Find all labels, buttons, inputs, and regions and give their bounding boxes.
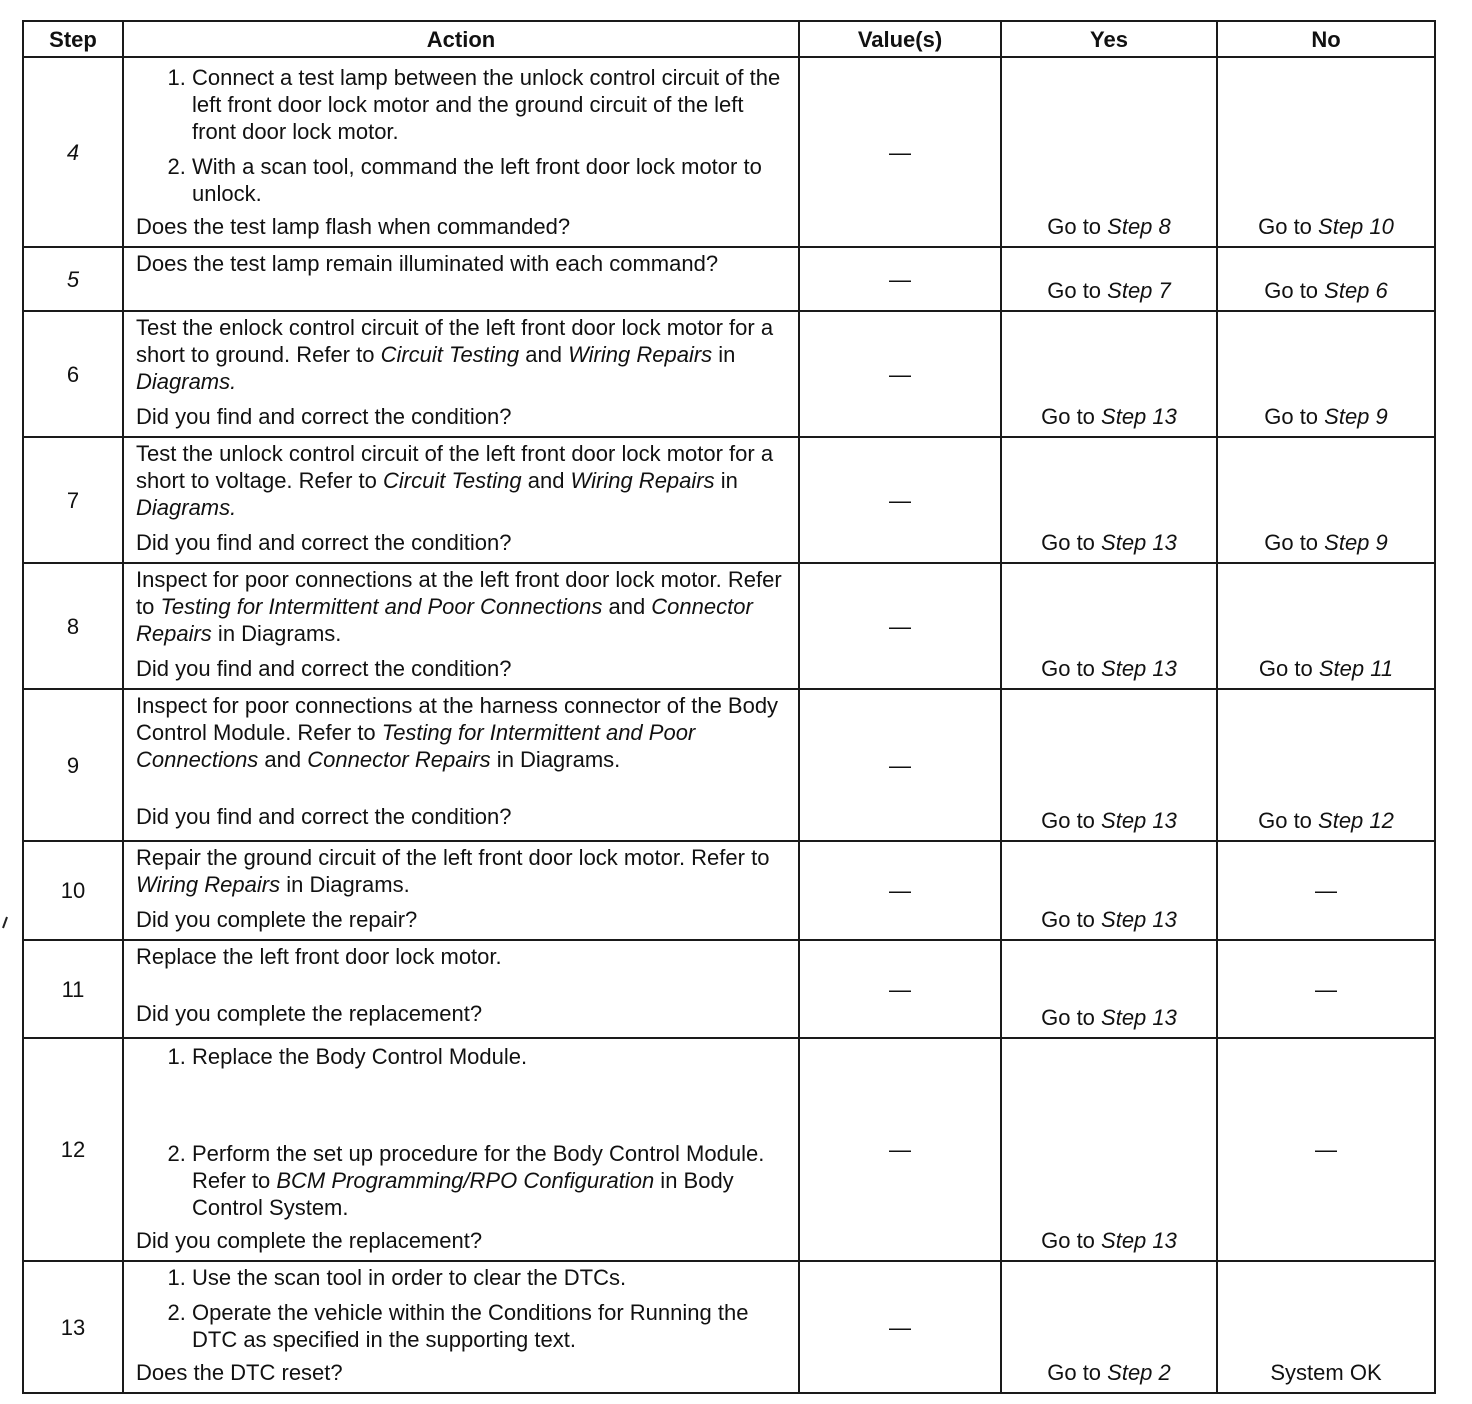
action-text: Inspect for poor connections at the harness connector of the Body Control Module. Refer to Testing for Intermittent and Poor Connections and Connector Repairs in Diagrams. — [136, 693, 779, 772]
value-cell: — — [799, 247, 1001, 311]
header-step: Step — [23, 21, 123, 57]
header-row — [23, 21, 1435, 57]
value-cell: — — [799, 940, 1001, 1038]
action-question: Did you complete the replacement? — [136, 1001, 483, 1026]
action-question: Does the DTC reset? — [136, 1360, 343, 1385]
value-cell: — — [799, 841, 1001, 940]
action-list — [136, 1043, 788, 1221]
step-number: 10 — [23, 841, 123, 940]
header-action: Action — [123, 21, 799, 57]
header-values: Value(s) — [799, 21, 1001, 57]
no-cell: Go to Step 9 — [1217, 437, 1435, 563]
yes-cell: Go to Step 13 — [1001, 563, 1217, 689]
action-item: 2. With a scan tool, command the left front door lock motor to unlock. — [192, 153, 788, 207]
action-cell — [123, 841, 799, 940]
step-number: 9 — [23, 689, 123, 841]
diagnostic-table — [22, 20, 1436, 1394]
yes-cell: Go to Step 13 — [1001, 841, 1217, 940]
no-cell: Go to Step 12 — [1217, 689, 1435, 841]
action-cell — [123, 563, 799, 689]
step-number: 8 — [23, 563, 123, 689]
action-item: 1. Use the scan tool in order to clear the DTCs. — [192, 1264, 788, 1291]
action-question: Does the test lamp remain illuminated with each command? — [136, 251, 719, 276]
step-number: 4 — [23, 57, 123, 247]
value-cell: — — [799, 1261, 1001, 1393]
action-question: Did you complete the repair? — [136, 907, 418, 932]
table-row — [23, 437, 1435, 563]
action-question: Does the test lamp flash when commanded? — [136, 214, 571, 239]
scan-artifact-mark — [0, 916, 8, 930]
value-cell: — — [799, 437, 1001, 563]
action-list — [136, 64, 788, 207]
action-list — [136, 1264, 788, 1353]
header-no: No — [1217, 21, 1435, 57]
header-yes: Yes — [1001, 21, 1217, 57]
action-question: Did you complete the replacement? — [136, 1228, 483, 1253]
action-item: 1. Connect a test lamp between the unlock control circuit of the left front door lock motor and the ground circuit of the left front door lock motor. — [192, 64, 788, 145]
step-number: 12 — [23, 1038, 123, 1261]
action-item: 2. Perform the set up procedure for the Body Control Module. Refer to BCM Programming/RPO Configuration in Body Control System. — [192, 1140, 788, 1221]
step-number: 11 — [23, 940, 123, 1038]
table-row — [23, 689, 1435, 841]
action-question: Did you find and correct the condition? — [136, 804, 512, 829]
action-text: Test the enlock control circuit of the left front door lock motor for a short to ground. Refer to Circuit Testing and Wiring Repairs in Diagrams. — [136, 315, 774, 394]
action-item: 2. Operate the vehicle within the Conditions for Running the DTC as specified in the supporting text. — [192, 1299, 788, 1353]
diagnostic-table-page — [22, 20, 1434, 1394]
value-cell: — — [799, 57, 1001, 247]
value-cell: — — [799, 311, 1001, 437]
action-question: Did you find and correct the condition? — [136, 404, 512, 429]
action-cell — [123, 1261, 799, 1393]
no-cell: Go to Step 10 — [1217, 57, 1435, 247]
action-cell — [123, 437, 799, 563]
action-cell — [123, 689, 799, 841]
step-number: 6 — [23, 311, 123, 437]
no-cell: — — [1217, 841, 1435, 940]
action-text: Repair the ground circuit of the left front door lock motor. Refer to Wiring Repairs in Diagrams. — [136, 845, 770, 897]
table-row — [23, 247, 1435, 311]
yes-cell: Go to Step 8 — [1001, 57, 1217, 247]
step-number: 13 — [23, 1261, 123, 1393]
yes-cell: Go to Step 13 — [1001, 940, 1217, 1038]
action-question: Did you find and correct the condition? — [136, 656, 512, 681]
no-cell: — — [1217, 940, 1435, 1038]
table-row — [23, 1038, 1435, 1261]
action-cell — [123, 311, 799, 437]
action-cell — [123, 57, 799, 247]
no-cell: Go to Step 9 — [1217, 311, 1435, 437]
value-cell: — — [799, 563, 1001, 689]
no-cell: Go to Step 6 — [1217, 247, 1435, 311]
yes-cell: Go to Step 7 — [1001, 247, 1217, 311]
action-cell — [123, 940, 799, 1038]
table-row — [23, 563, 1435, 689]
no-cell: System OK — [1217, 1261, 1435, 1393]
step-number: 7 — [23, 437, 123, 563]
action-text: Test the unlock control circuit of the left front door lock motor for a short to voltage. Refer to Circuit Testing and Wiring Repairs in Diagrams. — [136, 441, 774, 520]
action-text: Replace the left front door lock motor. — [136, 944, 502, 969]
yes-cell: Go to Step 13 — [1001, 437, 1217, 563]
yes-cell: Go to Step 13 — [1001, 689, 1217, 841]
no-cell: Go to Step 11 — [1217, 563, 1435, 689]
no-cell: — — [1217, 1038, 1435, 1261]
table-row — [23, 311, 1435, 437]
action-cell — [123, 247, 799, 311]
yes-cell: Go to Step 13 — [1001, 311, 1217, 437]
table-row — [23, 940, 1435, 1038]
value-cell: — — [799, 689, 1001, 841]
yes-cell: Go to Step 2 — [1001, 1261, 1217, 1393]
action-cell — [123, 1038, 799, 1261]
action-item: 1. Replace the Body Control Module. — [192, 1043, 788, 1070]
step-number: 5 — [23, 247, 123, 311]
table-row — [23, 841, 1435, 940]
table-row — [23, 1261, 1435, 1393]
table-row — [23, 57, 1435, 247]
action-question: Did you find and correct the condition? — [136, 530, 512, 555]
value-cell: — — [799, 1038, 1001, 1261]
action-text: Inspect for poor connections at the left front door lock motor. Refer to Testing for Intermittent and Poor Connections and Connector Repairs in Diagrams. — [136, 567, 782, 646]
yes-cell: Go to Step 13 — [1001, 1038, 1217, 1261]
